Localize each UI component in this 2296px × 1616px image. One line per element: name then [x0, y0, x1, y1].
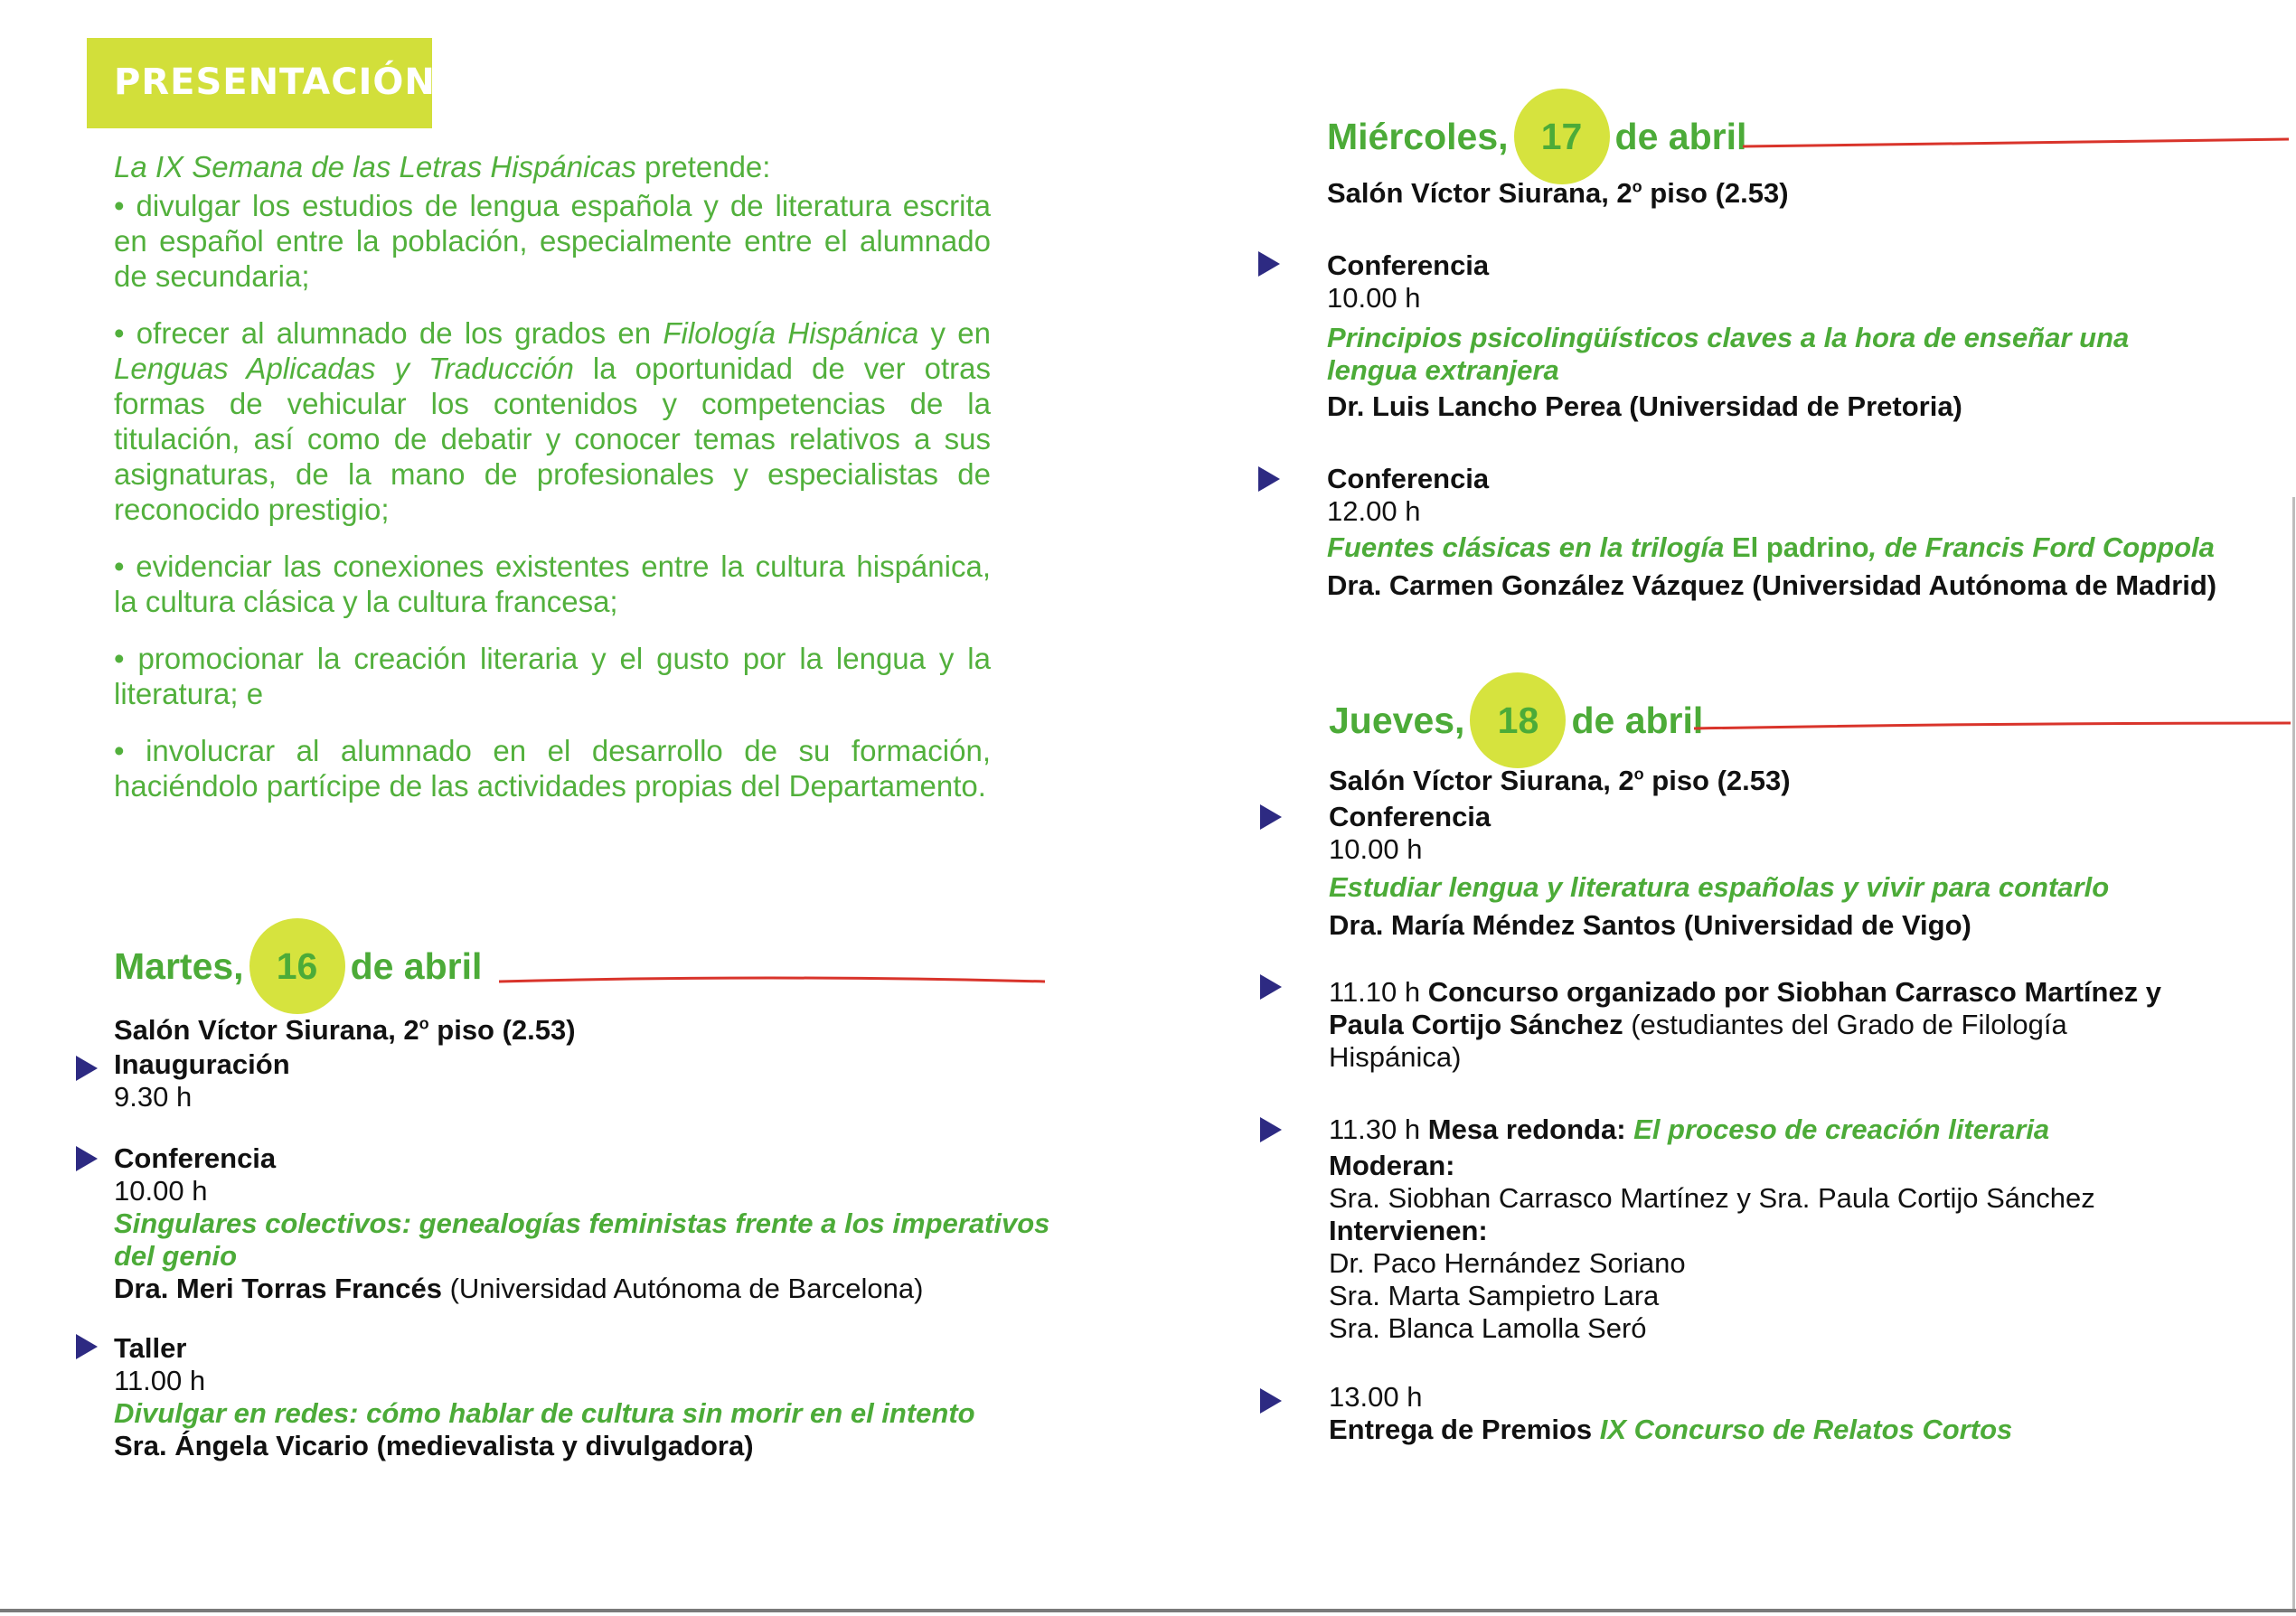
event-title-cont: del genio — [114, 1240, 238, 1272]
presentation-banner — [87, 38, 436, 128]
venue-sup: o — [1633, 765, 1644, 784]
event-title: Principios psicolingüísticos claves a la hora de enseñar una — [1327, 322, 2130, 353]
venue-sup: o — [1632, 177, 1642, 196]
venue-jueves — [1329, 765, 1791, 797]
event-speaker: Dr. Luis Lancho Perea — [1327, 390, 1622, 422]
event-conferencia-miercoles-2 — [1327, 463, 2216, 602]
page-edge — [2292, 497, 2295, 1609]
event-time: 10.00 h — [1329, 833, 1423, 865]
event-time: 11.00 h — [114, 1365, 206, 1396]
event-time: 10.00 h — [1327, 282, 1421, 314]
event-conferencia-jueves — [1329, 801, 2109, 942]
intro-lead — [114, 149, 991, 184]
event-note-cont: Hispánica) — [1329, 1041, 1462, 1073]
event-speaker: Dra. Carmen González Vázquez — [1327, 569, 1745, 601]
day-month: de abril — [350, 944, 483, 987]
red-underline — [497, 972, 1049, 991]
event-title: Fuentes clásicas en la trilogía — [1327, 531, 1725, 563]
event-title-end: , de Francis Ford Coppola — [1868, 531, 2215, 563]
venue-rest: piso (2.53) — [1643, 765, 1791, 796]
venue-martes — [114, 1014, 576, 1047]
red-underline — [1692, 718, 2294, 736]
event-time: 11.30 h — [1329, 1113, 1428, 1145]
event-title: Divulgar en redes: cómo hablar de cultura sin morir en el intento — [114, 1397, 975, 1429]
venue-miercoles — [1327, 177, 1789, 210]
bullet-5: • involucrar al alumnado en el desarrollo de su formación, haciéndolo partícipe de las actividades propias del Departamento. — [114, 734, 991, 803]
bullet-2-b: y en — [918, 316, 991, 350]
intro-lead-rest: pretende: — [635, 150, 771, 183]
panelists-label: Intervienen: — [1329, 1215, 1488, 1246]
event-affiliation: (Universidad Autónoma de Barcelona) — [441, 1273, 924, 1304]
event-affiliation: (Universidad Autónoma de Madrid) — [1744, 569, 2217, 601]
event-time: 12.00 h — [1327, 495, 1421, 527]
event-title-cont: lengua extranjera — [1327, 354, 1559, 386]
event-type: Taller — [114, 1332, 187, 1364]
event-type: Conferencia — [1329, 801, 1491, 832]
event-affiliation: (Universidad de Vigo) — [1676, 909, 1971, 941]
arrow-icon — [1258, 466, 1280, 492]
moderators: Sra. Siobhan Carrasco Martínez y Sra. Paula Cortijo Sánchez — [1329, 1182, 2095, 1214]
arrow-icon — [1258, 251, 1280, 277]
venue-name: Salón Víctor Siurana, 2 — [1329, 765, 1634, 796]
moderators-label: Moderan: — [1329, 1150, 1455, 1181]
bullet-4: • promocionar la creación literaria y el gusto por la lengua y la literatura; e — [114, 642, 991, 710]
arrow-icon — [76, 1146, 98, 1171]
day-name: Jueves, — [1329, 699, 1465, 741]
bullet-2-a: • ofrecer al alumnado de los grados en — [114, 316, 663, 350]
arrow-icon — [1260, 1388, 1282, 1414]
event-type: Mesa redonda: — [1427, 1113, 1634, 1145]
event-taller — [114, 1332, 975, 1462]
arrow-icon — [1260, 974, 1282, 1000]
degree-2: Lenguas Aplicadas y Traducción — [114, 352, 574, 385]
arrow-icon — [1260, 1117, 1282, 1142]
day-month: de abril — [1614, 115, 1747, 157]
day-month: de abril — [1571, 699, 1704, 741]
bullet-1: • divulgar los estudios de lengua española y de literatura escrita en español entre la población, especialmente entre el alumnado de secundaria; — [114, 189, 991, 293]
bullet-2 — [114, 315, 991, 527]
day-number-circle: 16 — [249, 918, 345, 1014]
film-title: El padrino — [1724, 531, 1869, 563]
bullet-3: • evidenciar las conexiones existentes entre la cultura hispánica, la cultura clásica y la cultura francesa; — [114, 550, 991, 618]
event-type: Conferencia — [1327, 463, 1490, 494]
event-conferencia-martes — [114, 1142, 1049, 1305]
arrow-icon — [1260, 804, 1282, 830]
degree-1: Filología Hispánica — [663, 316, 919, 350]
venue-name: Salón Víctor Siurana, 2 — [1327, 177, 1633, 209]
arrow-icon — [76, 1056, 98, 1081]
event-description: Concurso organizado por Siobhan Carrasco Martínez y — [1427, 976, 2162, 1008]
event-type: Inauguración — [114, 1048, 290, 1080]
event-concurso — [1329, 976, 2161, 1074]
day-heading-martes — [114, 918, 482, 1014]
bottom-divider — [0, 1609, 2296, 1612]
venue-rest: piso (2.53) — [1642, 177, 1789, 209]
event-speaker: Dra. Meri Torras Francés — [114, 1273, 442, 1304]
day-number-circle: 17 — [1514, 89, 1610, 184]
event-time: 9.30 h — [114, 1081, 193, 1113]
panelist: Sra. Marta Sampietro Lara — [1329, 1280, 1660, 1311]
event-title: Estudiar lengua y literatura españolas y vivir para contarlo — [1329, 871, 2110, 903]
event-inauguracion — [114, 1048, 290, 1113]
event-premios — [1329, 1381, 2012, 1446]
bullet-2-c: la oportunidad de ver otras formas de vehicular los contenidos y competencias de la titulación, así como de debatir y conocer temas relativos a sus asignaturas, de la mano de profesionales y especialistas de reconocido prestigio; — [114, 352, 991, 526]
event-mesa-redonda — [1329, 1113, 2095, 1345]
event-speaker: Sra. Ángela Vicario (medievalista y divulgadora) — [114, 1430, 754, 1461]
venue-sup: o — [419, 1014, 429, 1033]
event-note: (estudiantes del Grado de Filología — [1623, 1009, 2067, 1040]
event-time: 10.00 h — [114, 1175, 208, 1207]
day-name: Miércoles, — [1327, 115, 1509, 157]
panelist: Dr. Paco Hernández Soriano — [1329, 1247, 1686, 1279]
event-type: Entrega de Premios — [1329, 1414, 1600, 1445]
event-type: Conferencia — [1327, 249, 1490, 281]
presentation-text — [114, 149, 991, 825]
red-underline — [1741, 136, 2292, 154]
event-title: El proceso de creación literaria — [1633, 1113, 2050, 1145]
event-time: 13.00 h — [1329, 1381, 1423, 1413]
event-type: Conferencia — [114, 1142, 277, 1174]
day-heading-jueves — [1329, 672, 1703, 768]
venue-name: Salón Víctor Siurana, 2 — [114, 1014, 419, 1046]
venue-rest: piso (2.53) — [428, 1014, 576, 1046]
day-heading-miercoles — [1327, 89, 1746, 184]
event-description-cont: Paula Cortijo Sánchez — [1329, 1009, 1623, 1040]
panelist: Sra. Blanca Lamolla Seró — [1329, 1312, 1647, 1344]
event-title: IX Concurso de Relatos Cortos — [1599, 1414, 2013, 1445]
day-name: Martes, — [114, 944, 244, 987]
event-affiliation: (Universidad de Pretoria) — [1621, 390, 1962, 422]
arrow-icon — [76, 1334, 98, 1359]
banner-title: PRESENTACIÓN — [114, 61, 436, 103]
day-number-circle: 18 — [1470, 672, 1566, 768]
event-time: 11.10 h — [1329, 976, 1428, 1008]
event-speaker: Dra. María Méndez Santos — [1329, 909, 1677, 941]
event-name: La IX Semana de las Letras Hispánicas — [114, 150, 636, 183]
event-conferencia-miercoles-1 — [1327, 249, 2129, 423]
event-title: Singulares colectivos: genealogías feministas frente a los imperativos — [114, 1207, 1050, 1239]
